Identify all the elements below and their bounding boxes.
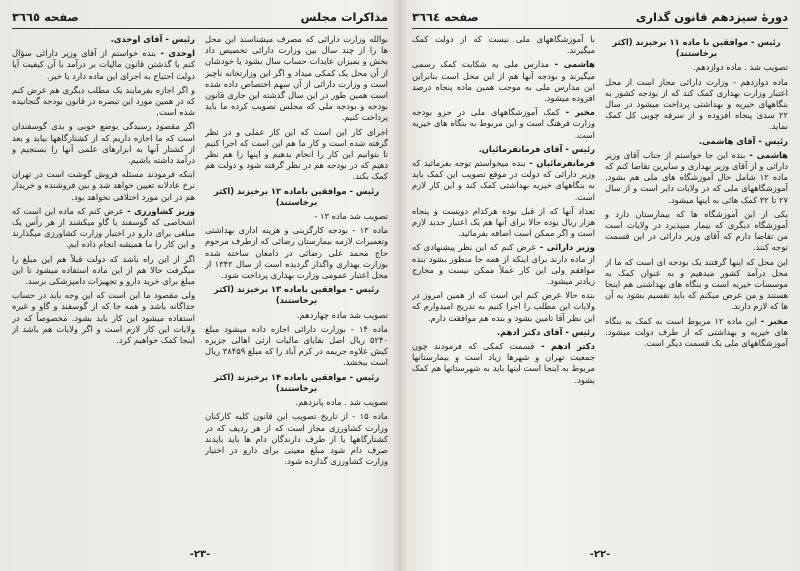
vote-heading: رئیس - موافقین با ماده ۱۱ برخیزند (اکثر برخاستند) xyxy=(612,37,781,59)
speaker-name: هاشمی - xyxy=(745,149,788,160)
paragraph xyxy=(412,158,595,203)
paragraph xyxy=(12,85,195,119)
paragraph xyxy=(205,324,388,369)
paragraph xyxy=(205,397,388,408)
paragraph-text: یکی از این آموزشگاه ها که بیمارستان دارد و آموزشگاه دیگری که بیمار میپذیرد در ولایات است من تقاضا دارم که آقای وزیر دارائی در این قسمت توجه کنند. xyxy=(605,208,788,253)
paragraph xyxy=(605,209,788,254)
paragraph-text: ماده ۱۵ - از تاریخ تصویب این قانون کلیه کارکنان وزارت کشاورزی مجاز است که از هر ردیف که در کشتارگاهها یا از طرف دارندگان دام ها باید بایدند صرف دام شود مبلغ معینی برای دارو در اختیار وزارت کشاورزی گذارده شود. xyxy=(205,411,388,467)
paragraph-text: این محل که اینها گرفتند یک بودجه ای است که ما از محل درآمد کشور میدهیم و به عنوان کمک به موسسات خیریه است و بنگاه های بهداشتی هم اینجا هستند و من عرض میکنم که باید تقسیم بشود به آن ها که لازم دارند. xyxy=(605,256,788,312)
paragraph-text: تصویب شد . ماده پانزدهم. xyxy=(295,397,388,408)
folio-number: -٢٢- xyxy=(589,549,611,560)
paragraph xyxy=(605,77,788,133)
paragraph-text: و اگر اجازه بفرمایند یک مطلب دیگری هم عرض کنم که در همین مورد این تبصره در قانون بودجه گنجانیده شده است. xyxy=(12,84,195,118)
paragraph-text: اینکه فرمودند مسئله فروش گوشت است در تهران نرخ عادلانه تعیین خواهد شد و بین فروشنده و خریدار هم در این مورد اختلافی نخواهد بود. xyxy=(12,169,195,202)
speaker-name: وزیر کشاورزی - xyxy=(123,205,195,216)
paragraph xyxy=(12,121,195,166)
text-columns xyxy=(412,34,788,542)
paragraph xyxy=(605,150,788,206)
paragraph xyxy=(12,169,195,203)
page-3665 xyxy=(4,6,396,564)
paragraph-text: تصویب شد ماده ۱۳ - xyxy=(314,211,388,222)
paragraph xyxy=(412,341,595,386)
column-right xyxy=(605,34,788,542)
paragraph-text: تعداد آنها که از قبل بوده هرکدام دویست و پنجاه هزار ریال بوده حالا برای آنها هم یک اعتبار جدید لازم است و اگر ممکن است اضافه بفرمائید. xyxy=(412,205,595,239)
paragraph xyxy=(12,48,195,82)
speaker-name: وزیر دارائی - xyxy=(536,242,595,253)
paragraph xyxy=(205,225,388,281)
paragraph-text: با آموزشگاههای ملی نیست که از دولت کمک میگیرند. xyxy=(412,34,595,56)
paragraph-text: بنده این جا خواستم از جناب آقای وزیر دارائی و از آقای وزیر بهداری و سایرین تقاضا کنم که ماده ۱۲ شامل حال آموزشگاه های ملی هم بشود. آموزشگاههای ملی که در ولایات دایر است و از سال ۲۷ تا ۳۲ کمک هائی به اینها میشود. xyxy=(605,149,788,205)
paragraph xyxy=(205,34,388,124)
paragraph xyxy=(412,290,595,324)
paragraph-text: این ماده ۱۲ مربوط است به کمک به بنگاه های خیریه و بهداشتی که از طرف دولت میشود. آموزشگاههای ملی یک قسمت دیگر است. xyxy=(605,315,788,349)
paragraph xyxy=(412,107,595,141)
paragraph xyxy=(605,316,788,350)
paragraph xyxy=(605,62,788,73)
speaker-name: هاشمی - xyxy=(549,59,595,70)
paragraph-text: اگر از این راه باشد که دولت قبلاً هم این مبلغ را میگرفت حالا هم از این ماده استفاده میشود تا این مبلغ برای خرید دارو و تجهیزات دامپزشکی برسد. xyxy=(12,253,195,287)
paragraph xyxy=(205,310,388,321)
paragraph-text: ولی مقصود ما این است که این وجه باید در حساب جداگانه باشد و همه جا که از گوسفند و گاو و غیره استفاده میشود این کار باید بشود. مخصوصاً که در ولایات این کار لازم است و اگر ولایات هم باشد از اینجا کمک خواهیم کرد. xyxy=(12,290,195,346)
paragraph xyxy=(12,290,195,346)
paragraph xyxy=(412,34,595,56)
page-number: صفحه ٣٦٦٤ xyxy=(412,10,479,24)
paragraph-text: عرض کنم که این نظر پیشنهادی که از ماده دارند برای اینکه از همه جا منظور بشود بنده موافقم ولی این کار عملاً ممکن نیست و مخارج زیادتر میشود. xyxy=(412,242,595,287)
vote-heading: رئیس - موافقین باماده ۱۳ برخیزند (اکثر برخاستند) xyxy=(213,284,380,306)
page-header xyxy=(12,6,388,29)
paragraph xyxy=(12,254,195,288)
paragraph-text: قسمت کمکی که فرمودند چون جمعیت تهران و شهرها زیاد است و بیمارستانها مربوط به اینجا است اینها باید به شهرستانها هم کمک بشود. xyxy=(412,341,595,385)
speaker-call: رئیس - آقای هاشمی. xyxy=(698,135,788,146)
speaker-name: دکتر ادهم - xyxy=(534,341,595,352)
speaker-name: مخبر - xyxy=(756,315,788,326)
paragraph-text: کمک آموزشگاههای ملی در جزو بودجه وزارت فرهنگ است و این مربوط به بنگاه های خیریه است. xyxy=(412,107,595,140)
paragraph xyxy=(412,242,595,287)
paragraph xyxy=(412,59,595,104)
column-left xyxy=(12,34,195,542)
page-number: صفحه ٣٦٦٥ xyxy=(12,10,79,24)
folio-number: -٢٣- xyxy=(189,549,211,560)
paragraph xyxy=(205,411,388,467)
paragraph-text: بوالله وزارت دارائی که مصرف میشناسند این محل ها را از چند سال بین وزارت دارائی تخصیص داد بخش و بمیزان عایدات حساب سال بشود یا خودشان از آن محل یک کمکی میداد و اگر این وزارتخانه ناچیز است و وزارت دارائی از آن سهم اختصاص داده شده است همین طور در این سال گذشته این جاری قانون بودجه و بودجه ملی که مجلس تصویب کرده ما باید پرداخت کنیم. xyxy=(205,34,388,123)
paragraph-text: ماده ۱۳ - بودجه کارگزینی و هزینه اداری بهداشتی وتعمیرات لازمه بیمارستان رضائی که ازطرف مرحوم حاج محمد علی رضائی در دامغان ساخته شده بوزارت بهداری واگذار گردیده است از سال ۱۳۴۲ از محل اعتبار عمومی وزارت بهداری پرداخت شود. xyxy=(205,225,388,281)
page-header xyxy=(412,6,788,29)
page-3664 xyxy=(404,6,796,564)
paragraph-text: اگر مقصود رسیدگی بوضع خوبی و بدی گوسفندان است که ما اجازه داریم که از کشتارگاهها بیاید و بعد از کشتار آنها به ابزارهای علمی آنها را بسنجیم و درآمد داشته باشیم. xyxy=(12,121,195,166)
speaker-call: رئیس - آقای اوحدی. xyxy=(110,34,195,44)
paragraph-text: اجرای کار این است که این کار عملی و در نظر گرفته شده است و کار ما هم این است که اجرا کنیم تا بتوانیم این کار را انجام بدهیم و اینها را هم نظر دهیم که در بودجه هم در نظر گرفته شود و دولت هم کمک بکند. xyxy=(205,126,388,182)
paragraph-text: تصویب شد ماده چهاردهم. xyxy=(296,309,388,320)
column-right xyxy=(205,34,388,542)
speaker-name: مخبر - xyxy=(559,107,595,118)
paragraph-text: ماده ۱۴ - بوزارت دارائی اجازه داده میشود مبلغ ۵۲۴۰ ریال اصل بقایای مالیات ارثی اهالی جزیره کیش علاوه جریمه در کرم آباد را که مبلغ ۳۸۴۵۹ ریال است ببخشد. xyxy=(205,323,388,368)
paragraph-text: بنده خواستم از آقای وزیر دارائی سؤال کنم با گذشتن قانون مالیات بر درآمد با آن کیفیت آیا دولت احتیاج به اجرای این ماده دارد یا خیر. xyxy=(12,48,195,81)
paragraph-text: تصویب شد . ماده دوازدهم. xyxy=(693,62,788,73)
paragraph-text: عرض کنم که ماده این است که اشخاصی که گوسفند یا گاو میکشند از هر رأس یک مبلغی برای دارو در اختیار وزارت کشاورزی میگذارند و این کار را ما همیشه انجام داده ایم. xyxy=(12,205,195,250)
paragraph xyxy=(205,211,388,222)
paragraph xyxy=(412,206,595,240)
header-title: دورهٔ سیزدهم قانون گذاری xyxy=(635,10,788,24)
paragraph-text: مدارس ملی به شکایت کمک رسمی میگیرند و بودجه آنها هم از این محل است بنابراین این مدارس ملی به موجب همین ماده پنجاه درصد افزوده میشود. xyxy=(412,59,595,104)
paragraph-text: بنده حالا عرض کنم این است که از همین امروز در ولایات این مطلب را اجرا کنیم به تدریج امیدوارم که این نظر آقا تامین بشود و بنده هم موافقت دارم. xyxy=(412,290,595,323)
speaker-name: اوحدی - xyxy=(156,48,195,59)
paragraph xyxy=(605,257,788,313)
vote-heading: رئیس - موافقین باماده ۱۴ برخیزند (اکثر برخاستند) xyxy=(213,371,380,393)
column-left xyxy=(412,34,595,542)
speaker-call: رئیس - آقای دکتر ادهم. xyxy=(496,326,595,337)
paragraph-text: بنده میخواستم توجه بفرمائید که وزیر دارائی که دولت در موقع تصویب این کمک باید به بنگاههای خیریه بهداشتی کمک کند و این کار لازم است. xyxy=(412,158,595,202)
paragraph xyxy=(12,206,195,251)
vote-heading: رئیس - موافقین باماده ۱۲ برخیزند (اکثر برخاستند) xyxy=(213,185,380,207)
paragraph xyxy=(205,127,388,183)
paragraph-text: ماده دوازدهم - وزارت دارائی مجاز است از محل اعتبار وزارت بهداری کمک کند که از بودجه کشور به بنگاههای خیریه و بهداشتی پرداخت میشود در سال ۲۲ سدی پنجاه افزوده و از سرفه چوبی کل کمک نماید. xyxy=(605,76,788,132)
text-columns xyxy=(12,34,388,542)
speaker-name: فرمانفرمائیان - xyxy=(525,158,595,169)
speaker-call: رئیس - آقای فرمانفرمائیان. xyxy=(478,143,595,154)
header-title: مذاکرات مجلس xyxy=(300,10,388,24)
